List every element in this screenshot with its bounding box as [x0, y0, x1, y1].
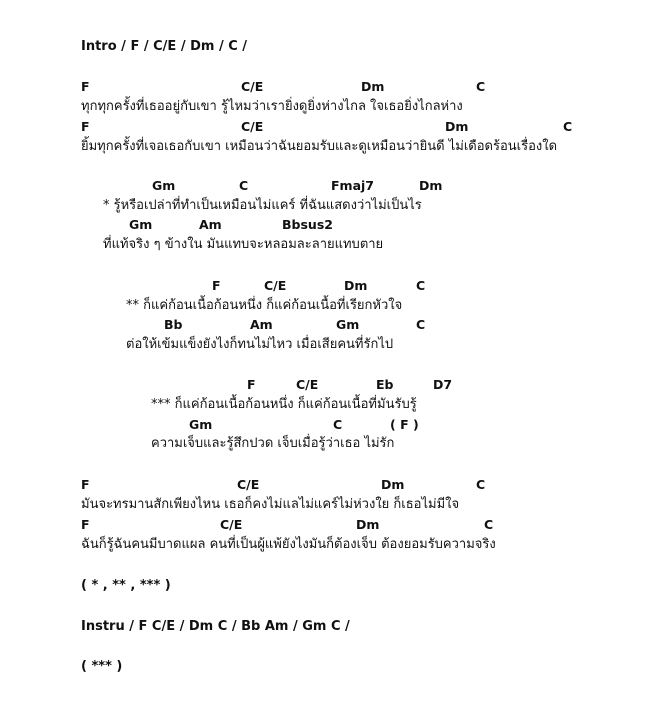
verse1-lyric-a — [0, 98, 670, 116]
chorus2-chords-b — [0, 416, 670, 434]
chord: Gm — [129, 217, 153, 232]
lyric-text: ทุกทุกครั้งที่เธออยู่กับเขา รู้ไหมว่าเรายิ่งดูยิ่งห่างไกล ใจเธอยิ่งไกลห่าง — [81, 99, 463, 114]
repeat-line-1 — [0, 577, 670, 595]
chord: Dm — [344, 278, 368, 293]
verse2-lyric-a — [0, 496, 670, 514]
lyric-text: ที่แท้จริง ๆ ข้างใน มันแทบจะหลอมละลายแทบตาย — [103, 237, 384, 252]
chord: Bb — [164, 317, 183, 332]
chord: C/E — [296, 377, 319, 392]
intro-text: Intro / F / C/E / Dm / C / — [81, 39, 248, 54]
lyric-text: ยิ้มทุกครั้งที่เจอเธอกับเขา เหมือนว่าฉันยอมรับและดูเหมือนว่ายินดี ไม่เดือดร้อนเรื่องใด — [81, 139, 558, 154]
repeat-marker: ( *** ) — [81, 659, 123, 674]
chord: F — [81, 477, 90, 492]
chord: Am — [250, 317, 273, 332]
lyric-text: ฉันก็รู้ฉันคนมีบาดแผล คนที่เป็นผู้แพ้ยังไงมันก็ต้องเจ็บ ต้องยอมรับความจริง — [81, 537, 496, 552]
chord: ( F ) — [390, 417, 419, 432]
chord: C — [416, 278, 426, 293]
chord: C/E — [241, 119, 264, 134]
chord: C — [484, 517, 494, 532]
chord: Fmaj7 — [331, 178, 374, 193]
verse2-chords-a — [0, 476, 670, 494]
chorus1-chords-a — [0, 277, 670, 295]
repeat-line-2 — [0, 658, 670, 676]
chord: D7 — [433, 377, 453, 392]
chorus2-lyric-a — [0, 396, 670, 414]
chord: Am — [199, 217, 222, 232]
chord: F — [81, 119, 90, 134]
chord: Dm — [445, 119, 469, 134]
chorus1-lyric-b — [0, 336, 670, 354]
chord: C — [476, 477, 486, 492]
lyric-text: ต่อให้เข้มแข็งยังไงก็ทนไม่ไหว เมื่อเสียคนที่รักไป — [126, 337, 394, 352]
chorus1-lyric-a — [0, 297, 670, 315]
chord: Dm — [356, 517, 380, 532]
verse1-chords-b — [0, 118, 670, 136]
verse1-chords-a — [0, 78, 670, 96]
chord: Gm — [189, 417, 213, 432]
lyric-text: *** ก็แค่ก้อนเนื้อก้อนหนึ่ง ก็แค่ก้อนเนื้อที่มันรับรู้ — [151, 397, 417, 412]
chord: F — [212, 278, 221, 293]
chorus2-lyric-b — [0, 435, 670, 453]
instru-line — [0, 618, 670, 636]
chord: Dm — [419, 178, 443, 193]
chord: Dm — [361, 79, 385, 94]
verse2-lyric-b — [0, 536, 670, 554]
chord: C — [239, 178, 249, 193]
chorus1-chords-b — [0, 316, 670, 334]
chord: C — [476, 79, 486, 94]
chord: C — [416, 317, 426, 332]
lyric-text: ความเจ็บและรู้สึกปวด เจ็บเมื่อรู้ว่าเธอ ไม่รัก — [151, 436, 395, 451]
chord: C/E — [241, 79, 264, 94]
chorus2-chords-a — [0, 376, 670, 394]
instru-text: Instru / F C/E / Dm C / Bb Am / Gm C / — [81, 619, 350, 634]
chord: Gm — [336, 317, 360, 332]
chord: F — [247, 377, 256, 392]
pre-chorus-chords-a — [0, 177, 670, 195]
repeat-marker: ( * , ** , *** ) — [81, 578, 171, 593]
chord: C — [563, 119, 573, 134]
lyric-text: * รู้หรือเปล่าที่ทำเป็นเหมือนไม่แคร์ ที่ฉันแสดงว่าไม่เป็นไร — [103, 198, 422, 213]
pre-chorus-lyric-a — [0, 197, 670, 215]
intro-line — [0, 38, 670, 56]
chord: Dm — [381, 477, 405, 492]
lyric-text: มันจะทรมานสักเพียงไหน เธอก็คงไม่แลไม่แคร์ไม่ห่วงใย ก็เธอไม่มีใจ — [81, 497, 460, 512]
chord: C/E — [264, 278, 287, 293]
chord: Eb — [376, 377, 394, 392]
chord: C — [333, 417, 343, 432]
lyric-text: ** ก็แค่ก้อนเนื้อก้อนหนึ่ง ก็แค่ก้อนเนื้อที่เรียกหัวใจ — [126, 298, 403, 313]
verse1-lyric-b — [0, 138, 670, 156]
chord: C/E — [237, 477, 260, 492]
pre-chorus-chords-b — [0, 216, 670, 234]
chord: F — [81, 517, 90, 532]
chord: Bbsus2 — [282, 217, 333, 232]
chord: C/E — [220, 517, 243, 532]
chord: Gm — [152, 178, 176, 193]
chord: F — [81, 79, 90, 94]
verse2-chords-b — [0, 516, 670, 534]
pre-chorus-lyric-b — [0, 236, 670, 254]
